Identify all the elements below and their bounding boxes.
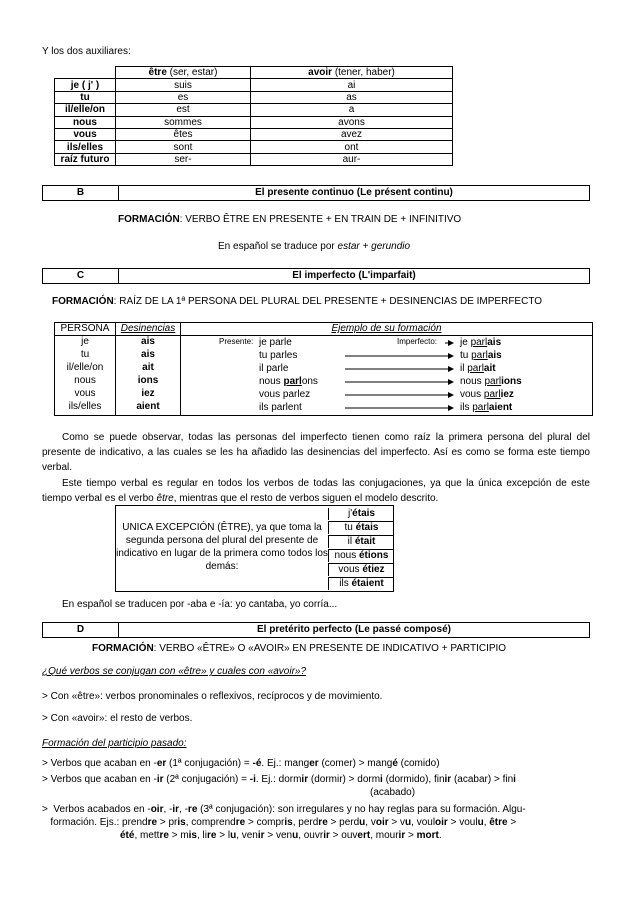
section-b-header (42, 185, 590, 201)
ejemplo-header: Ejemplo de su formación (331, 323, 442, 334)
imperfecto-label: Imperfecto: (397, 337, 438, 346)
exception-form: il était (328, 536, 394, 548)
section-b-translation: En español se traduce por estar + gerundio (218, 241, 411, 252)
imperfect-explanation: Como se puede observar, todas las personas del imperfecto tienen como raíz la primera persona del plural del presente de indicativo, a las cuales se les ha añadido las desinencias del imperfecto. Así es como se forma este tiempo verbal. (42, 432, 590, 473)
imperfecto-form: vous parliez (460, 389, 514, 400)
section-title: El presente continuo (Le présent continu) (255, 187, 453, 198)
imperfect-table (54, 322, 593, 416)
desinencias-header: Desinencias (120, 323, 176, 334)
presente-form: il parle (259, 363, 289, 374)
intro-text: Y los dos auxiliares: (42, 46, 131, 57)
auxiliaries-table (54, 66, 453, 166)
section-c-formacion: FORMACIÓN: RAÍZ DE LA 1ª PERSONA DEL PLURAL DEL PRESENTE + DESINENCIAS DE IMPERFECTO (52, 296, 543, 307)
aux-header-avoir: avoir (tener, haber) (251, 67, 453, 79)
presente-form: je parle (259, 337, 292, 348)
exception-form: ils étaient (328, 578, 394, 590)
aux-row: il/elle/on est a (55, 104, 453, 116)
participio-title: Formación del participio pasado: (42, 738, 187, 749)
persona-column: PERSONA je tu il/elle/on nous vous ils/elles (55, 323, 116, 415)
section-c-header (42, 268, 590, 284)
section-d-header (42, 622, 590, 638)
presente-form: tu parles (259, 350, 298, 361)
imperfect-regularity: Este tiempo verbal es regular en todos los verbos de todas las conjugaciones, ya que la única excepción de este tiempo verbal es el verbo être, mientras que el resto de verbos siguen el modelo descrito. (42, 478, 590, 504)
aux-row: vous êtes avez (55, 128, 453, 140)
section-letter: B (76, 187, 85, 198)
section-title: El pretérito perfecto (Le passé composé) (257, 624, 451, 635)
participle-rule-ir: > Verbos que acaban en -ir (2ª conjugación) = -i. Ej.: dormir (dormir) > dormi (dormido), finir (acabar) > fini (42, 774, 516, 785)
section-letter: C (76, 270, 85, 281)
imperfecto-form: je parlais (460, 337, 502, 348)
presente-form: vous parlez (259, 389, 311, 400)
presente-form: ils parlent (259, 402, 302, 413)
exception-form: vous étiez (328, 564, 394, 576)
presente-label: Presente: (219, 337, 254, 346)
participle-rule-er: > Verbos que acaban en -er (1ª conjugación) = -é. Ej.: manger (comer) > mangé (comido) (42, 758, 440, 769)
participle-rule-irregular: > Verbos acabados en -oir, -ir, -re (3ª conjugación): son irregulares y no hay reglas para su formación. Algu- formación. Ejs.: prendre > pris, comprendre > compris, perdre > perdu, voir > vu, vouloir > voulu, être > été, mettre > mis, lire > lu, venir > venu, ouvrir > ouvert, mourir > mort. (42, 804, 526, 841)
etre-rule: > Con «être»: verbos pronominales o reflexivos, recíprocos y de movimiento. (42, 691, 383, 702)
imperfecto-form: ils parlaient (460, 402, 513, 413)
auxiliary-question: ¿Qué verbos se conjugan con «être» y cuales con «avoir»? (42, 666, 307, 677)
aux-row: je ( j' ) suis ai (55, 79, 453, 91)
aux-header-etre: être (ser, estar) (116, 67, 251, 79)
imperfecto-form: nous parlions (460, 376, 522, 387)
section-title: El imperfecto (L'imparfait) (292, 270, 416, 281)
section-b-formacion: FORMACIÓN: VERBO ÊTRE EN PRESENTE + EN TRAIN DE + INFINITIVO (118, 214, 462, 225)
imperfecto-form: il parlait (460, 363, 496, 374)
imperfect-translation: En español se traducen por -aba e -ía: yo cantaba, yo corría... (62, 599, 338, 610)
persona-header: PERSONA (60, 323, 110, 334)
avoir-rule: > Con «avoir»: el resto de verbos. (42, 713, 193, 724)
exception-form: j'étais (328, 508, 394, 520)
aux-row-future-root: raíz futuro ser- aur- (55, 153, 453, 165)
exception-text: UNICA EXCEPCIÓN (ÊTRE), ya que toma la segunda persona del plural del presente de indicativo en lugar de la primera como todos los demás: (116, 522, 328, 572)
presente-form: nous parlons (259, 376, 318, 387)
section-d-formacion: FORMACIÓN: VERBO «ÊTRE» O «AVOIR» EN PRESENTE DE INDICATIVO + PARTICIPIO (92, 643, 507, 654)
aux-row: ils/elles sont ont (55, 141, 453, 153)
presente-list (259, 336, 318, 414)
imperfecto-list (460, 336, 522, 414)
exception-form: nous étions (328, 550, 394, 562)
aux-row: nous sommes avons (55, 116, 453, 128)
arrows-graphic (345, 336, 455, 414)
section-letter: D (76, 624, 85, 635)
aux-header-row (55, 67, 453, 79)
exception-form: tu étais (328, 522, 394, 534)
imperfecto-form: tu parlais (460, 350, 502, 361)
participle-rule-ir-cont: (acabado) (370, 787, 416, 798)
aux-row: tu es as (55, 91, 453, 103)
exception-table (115, 505, 394, 592)
desinencias-column: Desinencias ais ais ait ions iez aient (116, 323, 181, 415)
